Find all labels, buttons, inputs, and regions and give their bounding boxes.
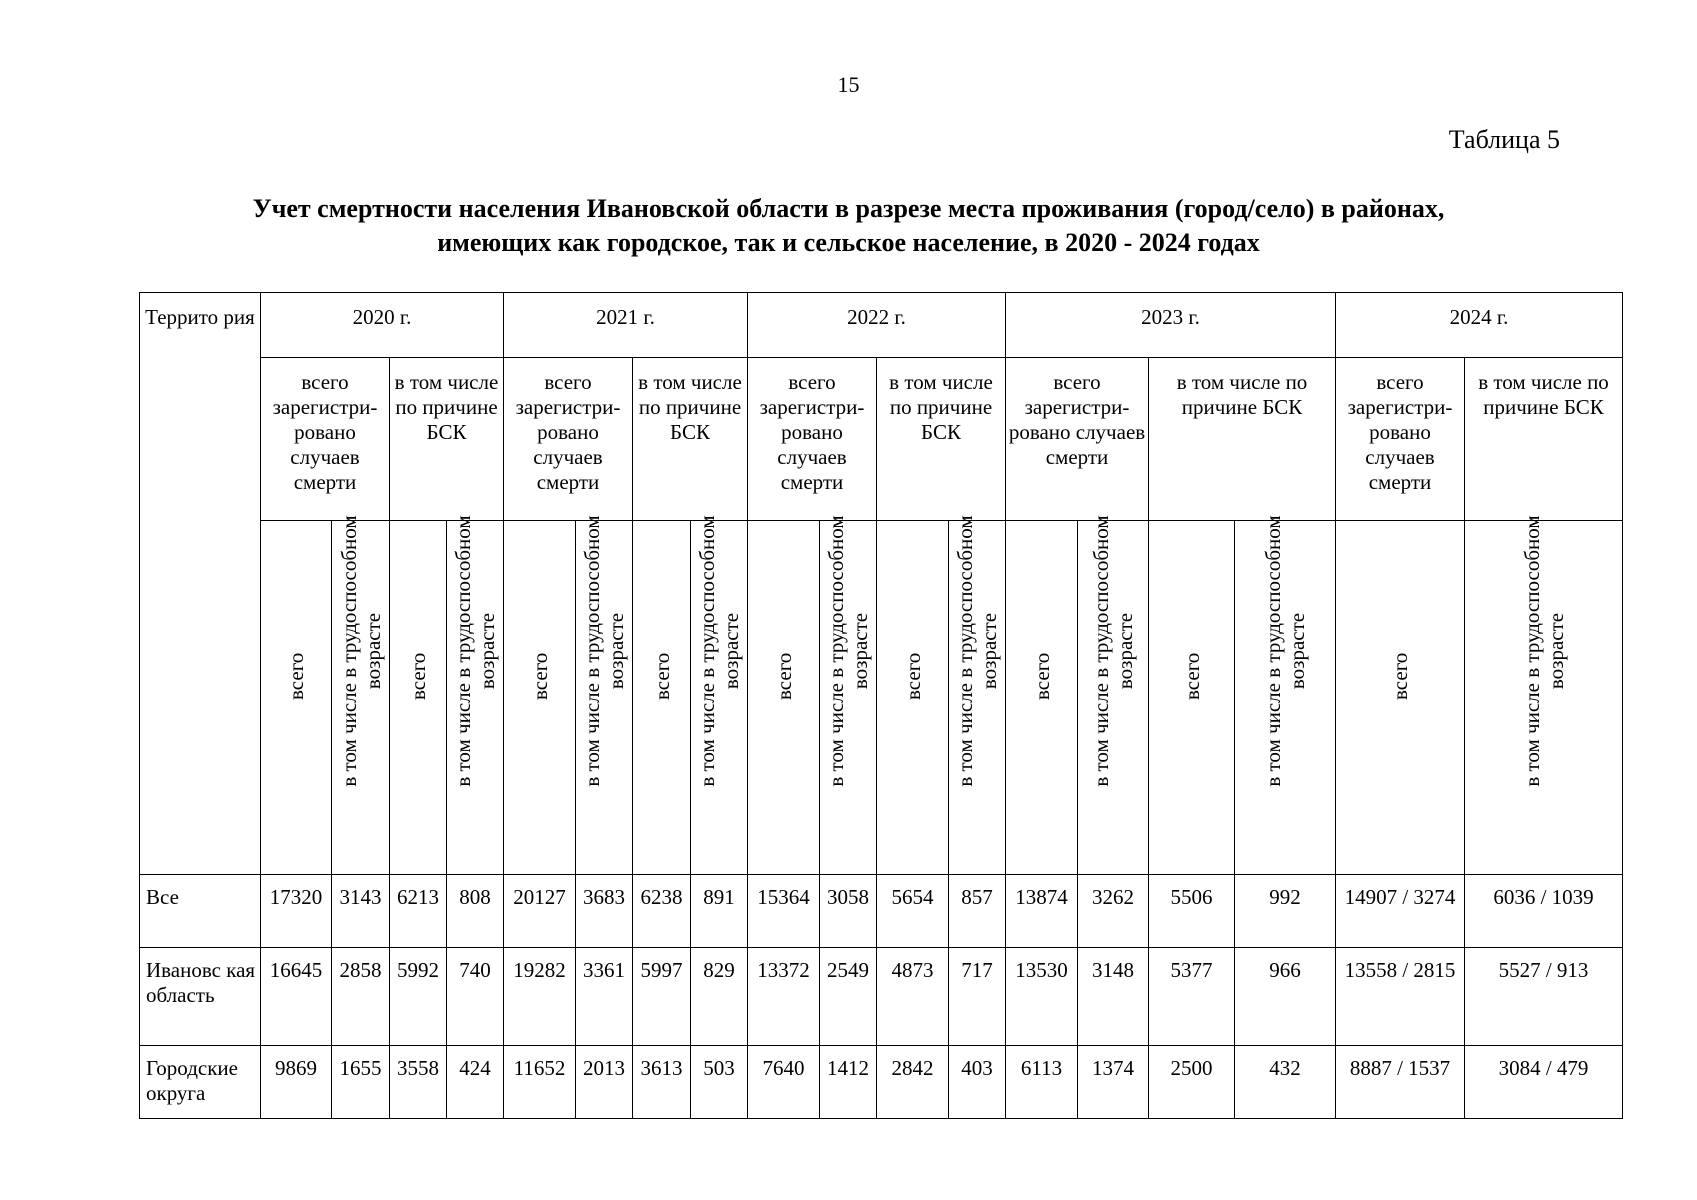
table-cell: 2013: [576, 1046, 633, 1119]
table-cell: 6238: [633, 875, 691, 948]
sub-header-working-age: [447, 515, 504, 875]
sub-header-working-age: [820, 515, 877, 875]
table-cell: 13530: [1006, 948, 1078, 1046]
table-caption: Таблица 5: [1448, 125, 1560, 154]
sub-header-working-age: [691, 515, 748, 875]
sub-header-label: всего: [1029, 652, 1054, 700]
sub-header-working-age: [576, 515, 633, 875]
table-cell: 424: [447, 1046, 504, 1119]
table-cell: 891: [691, 875, 748, 948]
sub-header-working-age: [1235, 515, 1336, 875]
table-cell: 5377: [1149, 948, 1235, 1046]
table-cell: 3084 / 479: [1465, 1046, 1623, 1119]
table-cell: 20127: [504, 875, 576, 948]
table-cell: 992: [1235, 875, 1336, 948]
table-cell: 740: [447, 948, 504, 1046]
group-bsk-2023: в том числе по причине БСК: [1149, 358, 1336, 521]
sub-header-label: в том числе в трудоспособном возрасте: [695, 515, 743, 787]
table-cell: 19282: [504, 948, 576, 1046]
year-header-2024: 2024 г.: [1336, 293, 1623, 358]
sub-header-total: [390, 521, 447, 875]
sub-header-total: [1336, 521, 1465, 875]
table-cell: 3613: [633, 1046, 691, 1119]
page-number: 15: [837, 72, 860, 97]
table-cell: 5654: [877, 875, 949, 948]
table-cell: 403: [949, 1046, 1006, 1119]
sub-header-working-age: [949, 515, 1006, 875]
group-total-2022: всего зарегистри-ровано случаев смерти: [748, 358, 877, 521]
table-row: [140, 875, 1623, 948]
table-cell: 6113: [1006, 1046, 1078, 1119]
sub-header-total: [261, 521, 332, 875]
sub-header-label: в том числе в трудоспособном возрасте: [1519, 515, 1568, 787]
group-total-2021: всего зарегистри-ровано случаев смерти: [504, 358, 633, 521]
sub-header-label: всего: [406, 652, 430, 700]
table-cell: 1655: [332, 1046, 390, 1119]
sub-header-label: всего: [284, 652, 308, 700]
table-cell: 1374: [1078, 1046, 1149, 1119]
table-cell: 2500: [1149, 1046, 1235, 1119]
group-bsk-2022: в том числе по причине БСК: [877, 358, 1006, 521]
table-cell: 1412: [820, 1046, 877, 1119]
title-line-1: Учет смертности населения Ивановской области в разрезе места проживания (город/село) в районах,: [252, 194, 1445, 223]
table-cell: 17320: [261, 875, 332, 948]
sub-header-label: в том числе в трудоспособном возрасте: [451, 515, 499, 787]
table-cell: 966: [1235, 948, 1336, 1046]
table-cell: 14907 / 3274: [1336, 875, 1465, 948]
table-cell: 3143: [332, 875, 390, 948]
sub-header-label: в том числе в трудоспособном возрасте: [953, 515, 1001, 787]
sub-header-label: в том числе в трудоспособном возрасте: [580, 515, 628, 787]
sub-header-working-age: [332, 515, 390, 875]
table-cell: 13372: [748, 948, 820, 1046]
table-cell: 857: [949, 875, 1006, 948]
sub-header-label: всего: [1179, 652, 1204, 700]
table-cell: 13558 / 2815: [1336, 948, 1465, 1046]
group-total-2020: всего зарегистри-ровано случаев смерти: [261, 358, 390, 521]
group-bsk-2021: в том числе по причине БСК: [633, 358, 748, 521]
table-cell: 5506: [1149, 875, 1235, 948]
sub-header-label: в том числе в трудоспособном возрасте: [824, 515, 872, 787]
sub-header-working-age: [1465, 515, 1623, 875]
table-cell: 9869: [261, 1046, 332, 1119]
table-title: [100, 192, 1597, 260]
table-cell: 3148: [1078, 948, 1149, 1046]
table-cell: 5527 / 913: [1465, 948, 1623, 1046]
sub-header-total: [1149, 521, 1235, 875]
table-row: [140, 948, 1623, 1046]
group-total-2024: всего зарегистри-ровано случаев смерти: [1336, 358, 1465, 521]
table-cell: 7640: [748, 1046, 820, 1119]
table-cell: 5997: [633, 948, 691, 1046]
table-body: [140, 875, 1623, 1119]
title-line-2: имеющих как городское, так и сельское население, в 2020 - 2024 годах: [437, 228, 1260, 257]
table-cell: 16645: [261, 948, 332, 1046]
sub-header-label: в том числе в трудоспособном возрасте: [336, 515, 385, 787]
table-cell: 11652: [504, 1046, 576, 1119]
row-territory-name: Городские округа: [140, 1046, 261, 1119]
sub-header-label: всего: [527, 652, 552, 700]
sub-header-total: [877, 521, 949, 875]
table-cell: 8887 / 1537: [1336, 1046, 1465, 1119]
year-header-2021: 2021 г.: [504, 293, 748, 358]
table-cell: 503: [691, 1046, 748, 1119]
table-cell: 13874: [1006, 875, 1078, 948]
table-cell: 3262: [1078, 875, 1149, 948]
table-cell: 3361: [576, 948, 633, 1046]
sub-header-total: [504, 521, 576, 875]
sub-header-label: в том числе в трудоспособном возрасте: [1089, 515, 1137, 787]
year-header-2023: 2023 г.: [1006, 293, 1336, 358]
year-header-2022: 2022 г.: [748, 293, 1006, 358]
row-territory-name: Все: [140, 875, 261, 948]
table-cell: 6213: [390, 875, 447, 948]
sub-header-label: всего: [900, 652, 925, 700]
sub-header-total: [633, 521, 691, 875]
table-cell: 3683: [576, 875, 633, 948]
year-header-2020: 2020 г.: [261, 293, 504, 358]
sub-header-working-age: [1078, 515, 1149, 875]
sub-header-label: всего: [771, 652, 796, 700]
table-cell: 6036 / 1039: [1465, 875, 1623, 948]
table-cell: 2842: [877, 1046, 949, 1119]
sub-header-total: [748, 521, 820, 875]
table-cell: 2549: [820, 948, 877, 1046]
group-bsk-2024: в том числе по причине БСК: [1465, 358, 1623, 521]
table-row: [140, 1046, 1623, 1119]
sub-header-total: [1006, 521, 1078, 875]
table-cell: 3558: [390, 1046, 447, 1119]
table-cell: 829: [691, 948, 748, 1046]
mortality-table: [139, 292, 1623, 1119]
row-territory-name: Ивановс кая область: [140, 948, 261, 1046]
table-cell: 2858: [332, 948, 390, 1046]
table-cell: 808: [447, 875, 504, 948]
table-cell: 3058: [820, 875, 877, 948]
table-cell: 4873: [877, 948, 949, 1046]
territory-header: Террито рия: [140, 293, 261, 875]
table-cell: 5992: [390, 948, 447, 1046]
sub-header-label: всего: [1388, 652, 1412, 700]
group-total-2023: всего зарегистри-ровано случаев смерти: [1006, 358, 1149, 521]
group-bsk-2020: в том числе по причине БСК: [390, 358, 504, 521]
sub-header-label: в том числе в трудоспособном возрасте: [1261, 515, 1309, 787]
table-cell: 15364: [748, 875, 820, 948]
table-cell: 432: [1235, 1046, 1336, 1119]
table-cell: 717: [949, 948, 1006, 1046]
sub-header-label: всего: [649, 652, 674, 700]
